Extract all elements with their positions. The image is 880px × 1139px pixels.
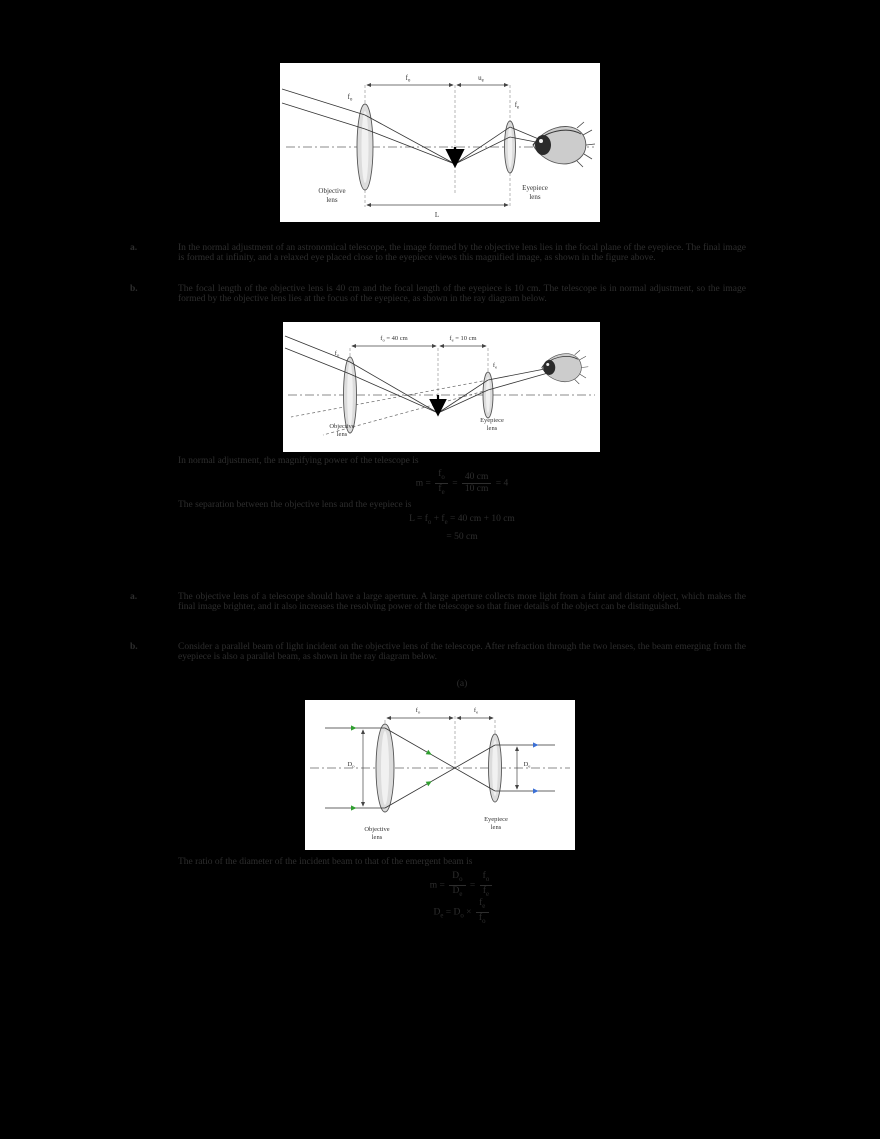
objective-lens [344,357,357,433]
emergent-beam-diameter-label: $D_e$ [523,761,531,769]
solution2-intro: In normal adjustment, the magnifying power of the telescope is [178,456,419,466]
figure1-svg [280,63,600,222]
eq1-equals: = [425,478,431,489]
construction-lines [365,85,510,207]
fo-value-label: $f_o = 40$ cm [380,335,408,343]
eyepiece-focal-label: $f_e$ [492,362,498,370]
item-2b [130,284,746,304]
objective-lens-label-2: lens [371,834,383,841]
eyepiece-lens-label: Eyepiece [484,816,508,823]
eq1-result: = 4 [495,478,509,489]
item-3b [130,642,746,662]
eyepiece-lens-label-2: lens [486,425,498,432]
virtual-ray-extensions [291,380,488,435]
eq1-fraction-values: $\frac{40 cm}{10 cm}$ [462,472,491,495]
construction-lines [385,716,495,770]
item-2b-text: The focal length of the objective lens is 40 cm and the focal length of the eyepiece is 10 cm. The telescope is in normal adjustment, so the image formed by the objective lens lies at the focus of the eyepiece, as shown in the ray diagram below. [178,284,746,304]
eq1-lhs: m [415,478,424,489]
objective-lens-label: Objective [318,187,346,195]
objective-lens-label: Objective [364,826,390,833]
figure-part-label: (a) [456,679,468,689]
objective-focal-label: $f_o$ [334,350,340,358]
objective-lens-label: Objective [329,423,355,430]
ue-dimension-label: $u_e$ [478,74,484,84]
item-3a-marker: a. [130,592,138,602]
eye-icon [533,122,595,167]
fo-dimension-label: $f_o$ [405,74,411,84]
eq1-equals-2: = [452,478,458,489]
eq4-fraction-focal-lengths: $\frac{f_o}{f_e}$ [480,871,493,900]
eyepiece-lens-label-2: lens [529,193,541,201]
eye-icon [542,350,589,384]
equation-magnifying-power [178,469,746,498]
incident-beam-diameter-label: $D_o$ [347,761,355,769]
equation-beam-ratio: m = $\frac{D_o}{D_e}$ = $\frac{f_o}{f_e}$ [178,871,746,900]
item-3a-text: The objective lens of a telescope should have a large aperture. A large aperture collects more light from a faint and distant object, which makes the final image brighter, and it also increases the resolving power of the telescope so that finer details of the object can be distinguished. [178,592,746,612]
dimension-lines [367,85,508,205]
objective-focal-label: $f_o$ [347,93,353,103]
eyepiece-lens-label: Eyepiece [522,184,548,192]
item-3b-text: Consider a parallel beam of light incident on the objective lens of the telescope. After refraction through the two lenses, the beam emerging from the eyepiece is also a parallel beam, as shown in the ray diagram below. [178,642,746,662]
equation-emergent-diameter: $D_e = D_o$ × $\frac{f_e}{f_o}$ [178,898,746,927]
light-rays [285,336,555,413]
item-3b-marker: b. [130,642,138,652]
objective-lens-label-2: lens [326,196,338,204]
figure-telescope-normal-adjustment [280,63,600,222]
solution2-between: The separation between the objective lens and the eyepiece is [178,500,412,510]
eyepiece-lens-label-2: lens [490,824,502,831]
figure3-svg [305,700,575,850]
item-3a [130,592,746,612]
item-2a-text: In the normal adjustment of an astronomical telescope, the image formed by the objective lens lies in the focal plane of the eyepiece. The final image is formed at infinity, and a relaxed eye placed close to the eyepiece views this magnified image, as shown in the figure above. [178,243,746,263]
item-2a-marker: a. [130,243,138,253]
figure-beam-diameters [305,700,575,850]
eyepiece-lens-label: Eyepiece [480,417,504,424]
objective-lens [376,724,394,812]
eq1-fraction-symbols: $\frac{f_o}{f_e}$ [435,469,448,498]
eyepiece-focal-label: $f_e$ [514,101,520,111]
equation-separation-result: = 50 cm [446,532,478,542]
eq5-fraction: $\frac{f_e}{f_o}$ [476,898,489,927]
fe-dimension-label: $f_e$ [473,707,479,715]
figure2-svg [283,322,600,452]
eyepiece-lens [483,372,493,418]
solution3-intro: The ratio of the diameter of the incident beam to that of the emergent beam is [178,857,473,867]
figure-telescope-40cm-10cm [283,322,600,452]
fo-dimension-label: $f_o$ [415,707,421,715]
tube-length-label: L [434,211,440,219]
light-rays [282,89,541,164]
item-2b-marker: b. [130,284,138,294]
item-2a [130,243,746,263]
objective-lens [357,104,373,190]
fe-value-label: $f_e = 10$ cm [449,335,477,343]
eq4-fraction-diameters: $\frac{D_o}{D_e}$ [449,871,465,900]
objective-lens-label-2: lens [336,431,348,438]
construction-lines [350,348,488,416]
equation-separation: $L = f_o + f_e = 40$ cm + 10 cm [409,514,515,526]
eyepiece-lens [489,734,502,802]
